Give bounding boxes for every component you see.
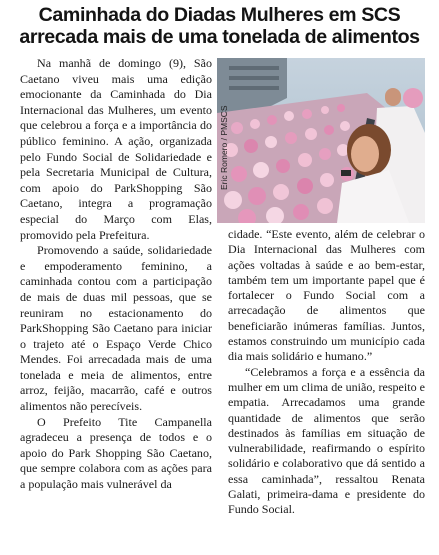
event-photo [217,58,425,223]
article-headline [0,4,439,48]
article-paragraph: O Prefeito Tite Campanella agradeceu a presença de todos e o apoio do Park Shopping São Caetano, que sempre colabora com as ações para a população mais vulnerável da [20,414,212,492]
article-paragraph: Promovendo a saúde, solidariedade e empoderamento feminino, a caminhada contou com a participação de mais de duas mil pessoas, que se reuniram no estacionamento do ParkShopping São Caetano para iniciar o trajeto até o Espaço Verde Chico Mendes. Foi arrecadada mais de uma tonelada e meia de alimentos, entre arroz, feijão, macarrão, café e outros alimentos não perecíveis. [20,243,212,414]
article-paragraph: Na manhã de domingo (9), São Caetano viveu mais uma edição emocionante da Caminhada do Dia Internacional das Mulheres, um evento que celebrou a força e a importância do público feminino. A ação, organizada pelo Fundo Social de Solidariedade e pela Secretaria Municipal de Cultura, com apoio do ParkShopping São Caetano, integra a programação especial do Março com Elas, promovido pela Prefeitura. [20,56,212,242]
event-photo-image [217,58,425,223]
photo-credit: Eric Romero / PMSCS [219,105,229,190]
headline-line-2: arrecada mais de uma tonelada de alimentos [19,26,420,48]
article-column-left [20,56,212,493]
article-column-right [228,227,425,518]
article-paragraph: cidade. “Este evento, além de celebrar o Dia Internacional das Mulheres com ações voltadas à saúde e ao bem-estar, também tem um importante papel que é fortalecer o Fundo Social com a arrecadação de alimentos que beneficiarão inúmeras famílias. Juntos, estamos construindo um município cada dia mais solidário e humano.” [228,227,425,364]
headline-line-1: Caminhada do Diadas Mulheres em SCS [38,4,401,26]
article-paragraph: “Celebramos a força e a essência da mulher em um clima de união, respeito e empatia. Arrecadamos uma grande quantidade de alimentos que serão destinados às famílias em situação de vulnerabilidade, reafirmando o espírito solidário e colaborativo que dá sentido a essa caminhada”, ressaltou Renata Galati, primeira-dama e presidente do Fundo Social. [228,364,425,517]
